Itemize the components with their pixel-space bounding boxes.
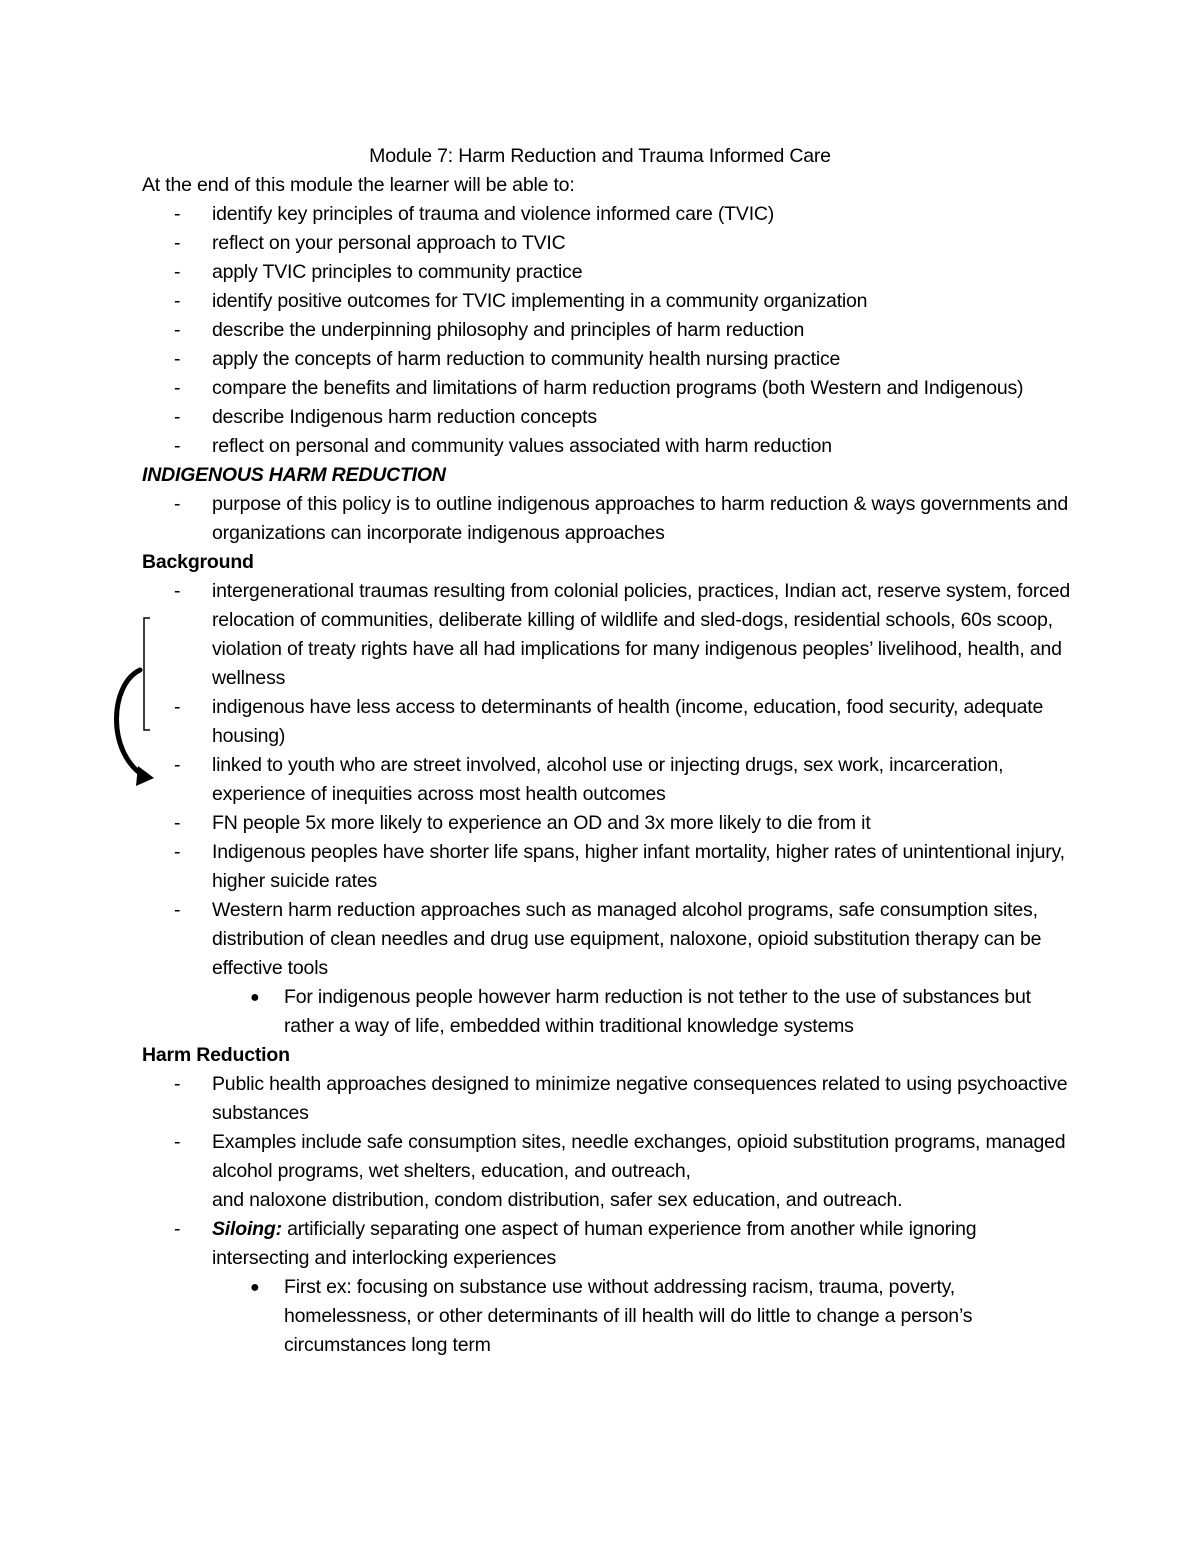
item-text: Public health approaches designed to minimize negative consequences related to using psychoactive substances <box>212 1073 1068 1124</box>
sub-list-item <box>142 1273 1072 1360</box>
dash-marker: - <box>174 377 181 399</box>
item-text: artificially separating one aspect of human experience from another while ignoring intersecting and interlocking experiences <box>212 1218 977 1269</box>
dash-marker: - <box>174 754 181 776</box>
harm-reduction-sub-list <box>142 1273 1072 1360</box>
dash-marker: - <box>174 812 181 834</box>
item-text: linked to youth who are street involved, alcohol use or injecting drugs, sex work, incarceration, experience of inequities across most health outcomes <box>212 754 1004 805</box>
list-item <box>142 490 1072 548</box>
objective-text: reflect on your personal approach to TVIC <box>212 232 566 254</box>
objective-text: apply the concepts of harm reduction to community health nursing practice <box>212 348 841 370</box>
section-heading-indigenous: INDIGENOUS HARM REDUCTION <box>142 464 446 486</box>
dash-marker: - <box>174 319 181 341</box>
bullet-marker: ● <box>250 989 260 1006</box>
item-text: intergenerational traumas resulting from colonial policies, practices, Indian act, reserve system, forced relocation of communities, deliberate killing of wildlife and sled-dogs, residential schools, 60s scoop, violation of treaty rights have all had implications for many indigenous peoples’ livelihood, health, and wellness <box>212 580 1070 689</box>
dash-marker: - <box>174 232 181 254</box>
intro-text: At the end of this module the learner will be able to: <box>142 174 575 196</box>
item-text: indigenous have less access to determinants of health (income, education, food security, adequate housing) <box>212 696 1044 747</box>
item-text-continued: and naloxone distribution, condom distribution, safer sex education, and outreach. <box>212 1189 903 1211</box>
dash-marker: - <box>174 435 181 457</box>
sub-item-text: First ex: focusing on substance use without addressing racism, trauma, poverty, homelessness, or other determinants of ill health will do little to change a person’s circumstances long term <box>284 1276 973 1356</box>
list-item <box>142 258 1072 287</box>
dash-marker: - <box>174 348 181 370</box>
bullet-marker: ● <box>250 1279 260 1296</box>
list-item <box>142 374 1072 403</box>
objective-text: identify key principles of trauma and violence informed care (TVIC) <box>212 203 775 225</box>
dash-marker: - <box>174 406 181 428</box>
list-item <box>142 896 1072 983</box>
dash-marker: - <box>174 261 181 283</box>
list-item <box>142 432 1072 461</box>
item-text: purpose of this policy is to outline indigenous approaches to harm reduction & ways governments and organizations can incorporate indigenous approaches <box>212 493 1069 544</box>
list-item <box>142 1070 1072 1128</box>
objective-text: describe Indigenous harm reduction concepts <box>212 406 597 428</box>
dash-marker: - <box>174 203 181 225</box>
document-body <box>142 142 1072 1360</box>
document-title: Module 7: Harm Reduction and Trauma Informed Care <box>369 145 831 167</box>
objective-text: reflect on personal and community values associated with harm reduction <box>212 435 832 457</box>
list-item <box>142 287 1072 316</box>
sub-list-item <box>142 983 1072 1041</box>
list-item <box>142 809 1072 838</box>
list-item <box>142 751 1072 809</box>
item-text: Western harm reduction approaches such as managed alcohol programs, safe consumption sites, distribution of clean needles and drug use equipment, naloxone, opioid substitution therapy can be effective tools <box>212 899 1042 979</box>
item-text: Examples include safe consumption sites, needle exchanges, opioid substitution programs, managed alcohol programs, wet shelters, education, and outreach, <box>212 1131 1066 1182</box>
background-list <box>142 577 1072 983</box>
item-text: Indigenous peoples have shorter life spans, higher infant mortality, higher rates of unintentional injury, higher suicide rates <box>212 841 1065 892</box>
list-item <box>142 316 1072 345</box>
dash-marker: - <box>174 696 181 718</box>
list-item <box>142 403 1072 432</box>
dash-marker: - <box>174 493 181 515</box>
list-item <box>142 229 1072 258</box>
background-sub-list <box>142 983 1072 1041</box>
objective-text: describe the underpinning philosophy and principles of harm reduction <box>212 319 805 341</box>
indigenous-list <box>142 490 1072 548</box>
list-item <box>142 1215 1072 1273</box>
list-item <box>142 1128 1072 1215</box>
list-item <box>142 200 1072 229</box>
list-item <box>142 577 1072 693</box>
objective-text: compare the benefits and limitations of harm reduction programs (both Western and Indigenous) <box>212 377 1024 399</box>
objective-text: identify positive outcomes for TVIC implementing in a community organization <box>212 290 868 312</box>
section-heading-harm-reduction: Harm Reduction <box>142 1044 290 1066</box>
list-item <box>142 693 1072 751</box>
dash-marker: - <box>174 841 181 863</box>
list-item <box>142 345 1072 374</box>
dash-marker: - <box>174 1131 181 1153</box>
sub-item-text: For indigenous people however harm reduction is not tether to the use of substances but rather a way of life, embedded within traditional knowledge systems <box>284 986 1031 1037</box>
dash-marker: - <box>174 1073 181 1095</box>
section-heading-background: Background <box>142 551 254 573</box>
siloing-term: Siloing: <box>212 1218 282 1240</box>
item-text: FN people 5x more likely to experience an OD and 3x more likely to die from it <box>212 812 871 834</box>
dash-marker: - <box>174 290 181 312</box>
objective-text: apply TVIC principles to community practice <box>212 261 583 283</box>
objectives-list <box>142 200 1072 461</box>
dash-marker: - <box>174 1218 181 1240</box>
dash-marker: - <box>174 580 181 602</box>
dash-marker: - <box>174 899 181 921</box>
list-item <box>142 838 1072 896</box>
harm-reduction-list <box>142 1070 1072 1273</box>
